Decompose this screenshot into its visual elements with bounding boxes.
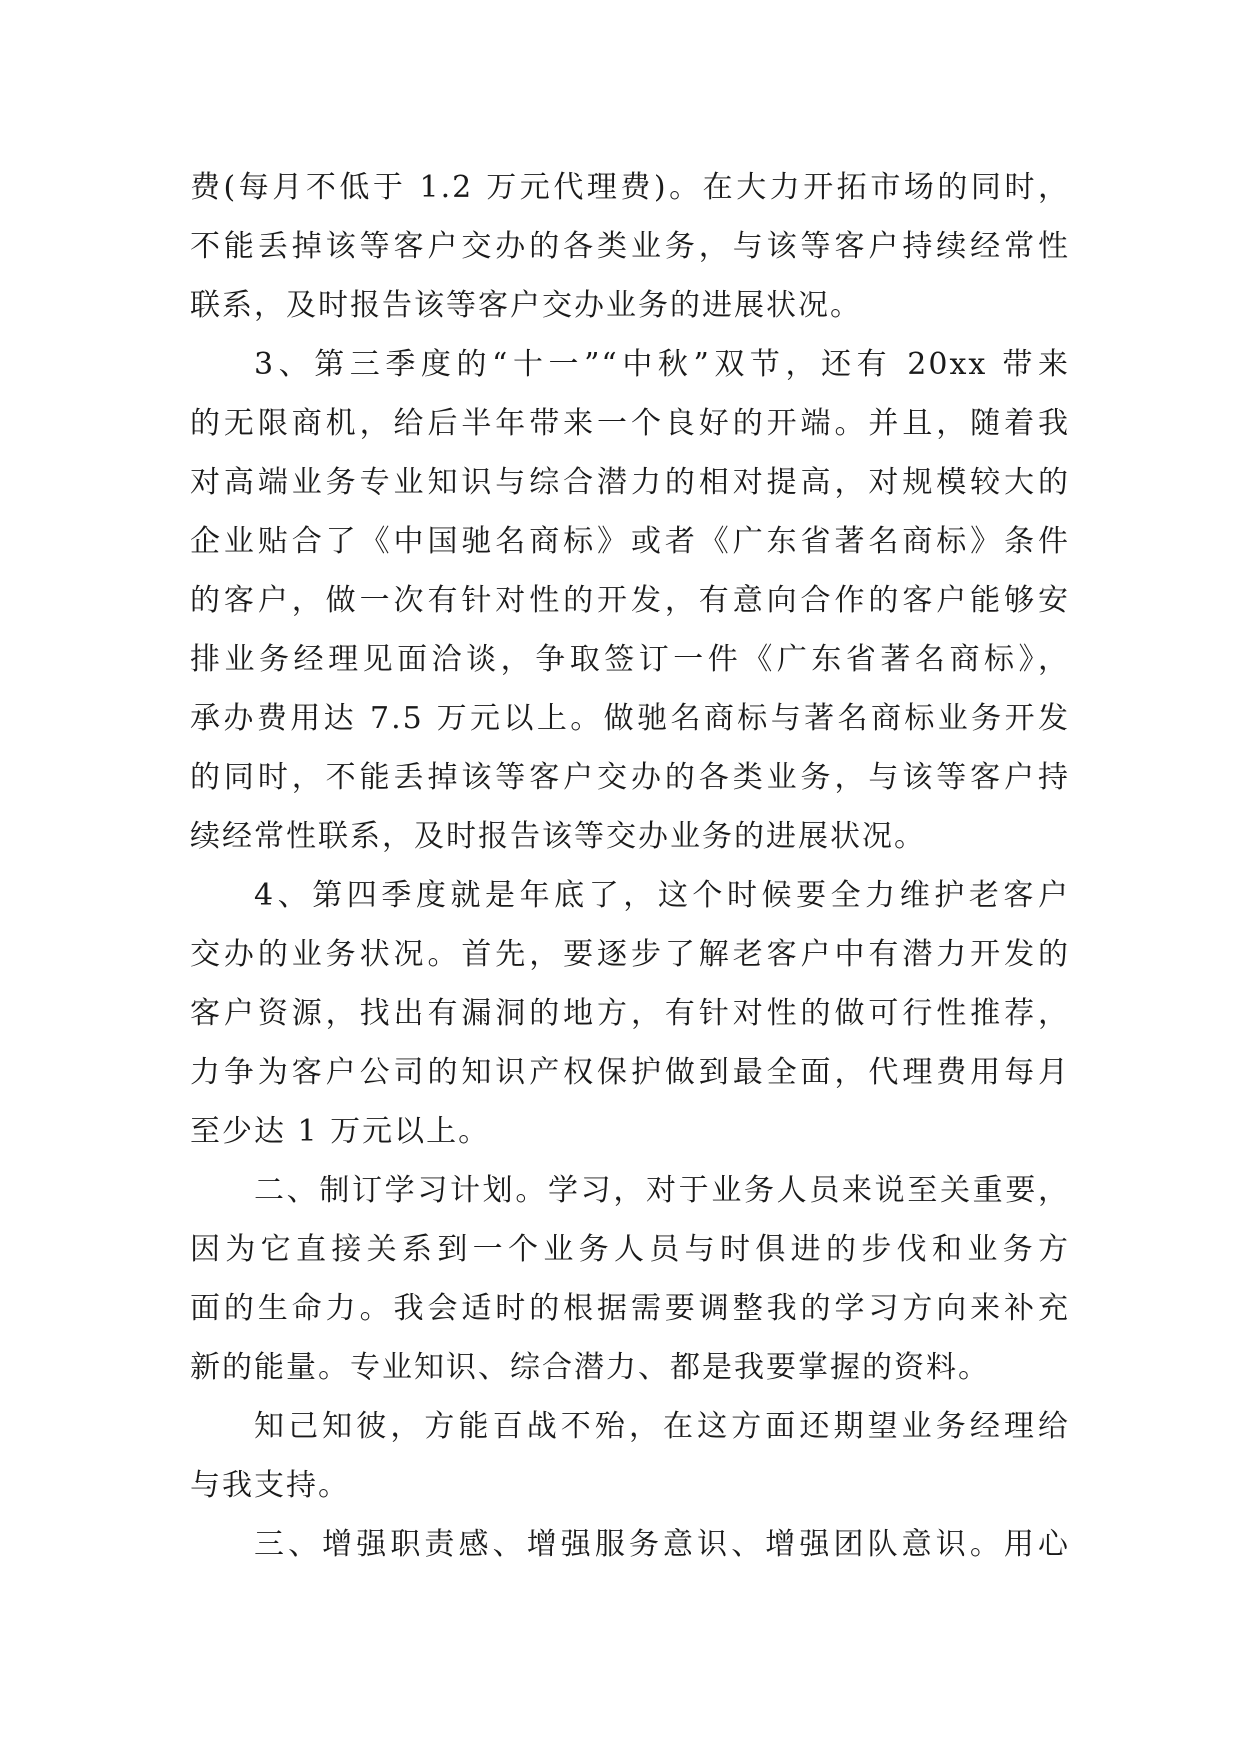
text-line: 排业务经理见面洽谈，争取签订一件《广东省著名商标》， bbox=[190, 642, 1070, 677]
text-line: 新的能量。专业知识、综合潜力、都是我要掌握的资料。 bbox=[190, 1350, 990, 1385]
text-line: 三、增强职责感、增强服务意识、增强团队意识。用心 bbox=[254, 1527, 1070, 1562]
text-line: 的客户，做一次有针对性的开发，有意向合作的客户能够安 bbox=[190, 583, 1070, 618]
text-line: 续经常性联系，及时报告该等交办业务的进展状况。 bbox=[190, 819, 926, 854]
text-line: 的无限商机，给后半年带来一个良好的开端。并且，随着我 bbox=[190, 406, 1070, 441]
text-line: 力争为客户公司的知识产权保护做到最全面，代理费用每月 bbox=[190, 1055, 1070, 1090]
text-line: 面的生命力。我会适时的根据需要调整我的学习方向来补充 bbox=[190, 1291, 1070, 1326]
text-line: 承办费用达 7.5 万元以上。做驰名商标与著名商标业务开发 bbox=[190, 701, 1070, 736]
text-line: 至少达 1 万元以上。 bbox=[190, 1114, 491, 1149]
text-line: 企业贴合了《中国驰名商标》或者《广东省著名商标》条件 bbox=[190, 524, 1070, 559]
text-line: 4、第四季度就是年底了，这个时候要全力维护老客户 bbox=[254, 878, 1070, 913]
text-line: 费(每月不低于 1.2 万元代理费)。在大力开拓市场的同时， bbox=[190, 170, 1070, 205]
text-line: 的同时，不能丢掉该等客户交办的各类业务，与该等客户持 bbox=[190, 760, 1070, 795]
text-line: 不能丢掉该等客户交办的各类业务，与该等客户持续经常性 bbox=[190, 229, 1070, 264]
text-line: 知己知彼，方能百战不殆，在这方面还期望业务经理给 bbox=[254, 1409, 1070, 1444]
text-line: 交办的业务状况。首先，要逐步了解老客户中有潜力开发的 bbox=[190, 937, 1070, 972]
text-line: 与我支持。 bbox=[190, 1468, 350, 1503]
document-body bbox=[190, 158, 1070, 1574]
text-line: 客户资源，找出有漏洞的地方，有针对性的做可行性推荐， bbox=[190, 996, 1070, 1031]
text-line: 二、制订学习计划。学习，对于业务人员来说至关重要， bbox=[254, 1173, 1070, 1208]
text-line: 3、第三季度的“十一”“中秋”双节，还有 20xx 带来 bbox=[254, 347, 1070, 382]
text-line: 对高端业务专业知识与综合潜力的相对提高，对规模较大的 bbox=[190, 465, 1070, 500]
text-line: 联系，及时报告该等客户交办业务的进展状况。 bbox=[190, 288, 862, 323]
text-line: 因为它直接关系到一个业务人员与时俱进的步伐和业务方 bbox=[190, 1232, 1070, 1267]
